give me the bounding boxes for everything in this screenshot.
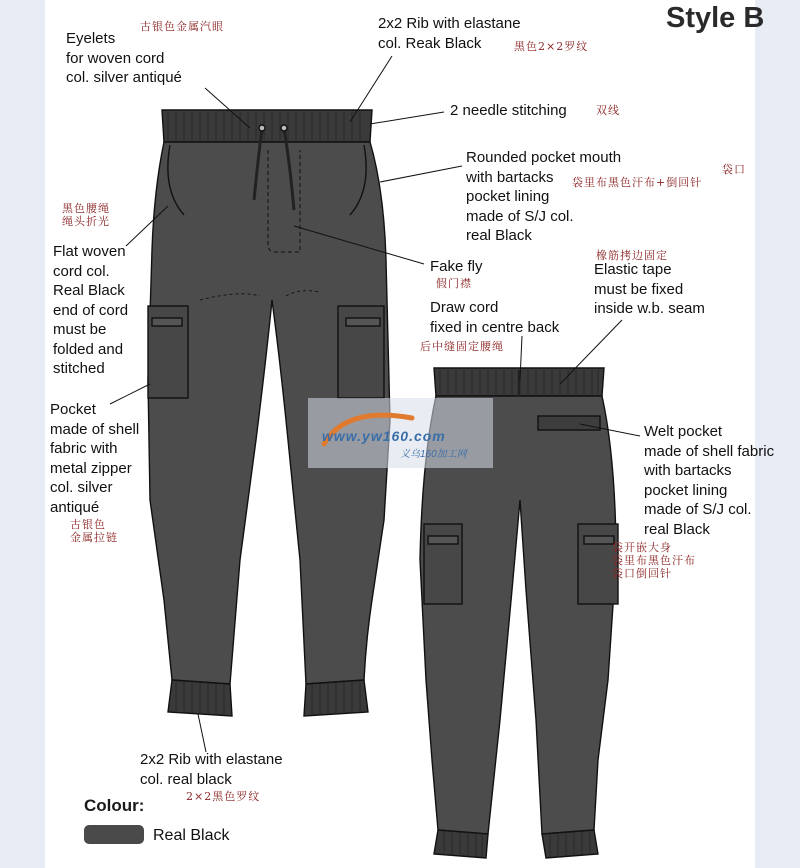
note-flat-cord-cn: 黑色腰绳 绳头折光 — [62, 202, 110, 228]
label-flat-cord: Flat woven cord col. Real Black end of cord must be folded and stitched — [53, 243, 129, 377]
note-welt-pocket-cn: 袋开嵌大身 袋里布黑色汗布 袋口倒回针 — [612, 541, 696, 580]
note-elastic-tape-cn: 橡筋拷边固定 — [596, 249, 668, 262]
note-eyelets-cn: 古银色金属汽眼 — [140, 20, 224, 33]
label-rib-top: 2x2 Rib with elastane col. Reak Black — [378, 15, 521, 52]
note-cargo-pocket-cn: 古银色 金属拉链 — [70, 518, 118, 544]
callout-rib-bottom — [198, 714, 206, 752]
label-elastic-tape: Elastic tape must be fixed inside w.b. seam — [594, 261, 705, 317]
watermark-cn: 义乌160加工网 — [400, 449, 467, 460]
note-pocket-mouth-cn-a: 袋口 — [722, 163, 746, 176]
back-left-cuff — [434, 830, 488, 858]
front-waistband — [162, 110, 372, 142]
back-right-cuff — [542, 830, 598, 858]
callout-stitching — [370, 112, 444, 124]
note-rib-bottom-cn: 2×2黑色罗纹 — [186, 790, 261, 803]
watermark — [308, 398, 493, 468]
label-stitching: 2 needle stitching — [450, 102, 567, 119]
label-cargo-pocket: Pocket made of shell fabric with metal zipper col. silver antiqué — [50, 401, 140, 516]
colour-heading: Colour: — [84, 796, 145, 815]
label-welt-pocket: Welt pocket made of shell fabric with bartacks pocket lining made of S/J col. real Black — [644, 423, 775, 538]
note-stitching-cn: 双线 — [596, 104, 620, 117]
note-fake-fly-cn: 假门襟 — [436, 277, 472, 290]
label-rib-bottom: 2x2 Rib with elastane col. real black — [140, 751, 283, 788]
label-fake-fly: Fake fly — [430, 258, 483, 275]
style-title: Style B — [666, 2, 765, 34]
colour-swatch — [84, 825, 144, 844]
watermark-url: www.yw160.com — [322, 428, 446, 444]
label-eyelets: Eyelets for woven cord col. silver antiqué — [66, 30, 182, 86]
colour-name: Real Black — [153, 827, 230, 844]
note-rib-top-cn: 黑色2×2罗纹 — [514, 40, 589, 53]
note-pocket-mouth-cn-b: 袋里布黑色汗布+倒回针 — [572, 176, 703, 189]
label-draw-cord: Draw cord fixed in centre back — [430, 299, 560, 336]
label-pocket-mouth: Rounded pocket mouth with bartacks pocket lining made of S/J col. real Black — [466, 149, 622, 244]
callout-pocket-mouth — [380, 166, 462, 182]
note-draw-cord-cn: 后中缝固定腰绳 — [420, 340, 504, 353]
back-welt-pocket — [538, 416, 600, 430]
